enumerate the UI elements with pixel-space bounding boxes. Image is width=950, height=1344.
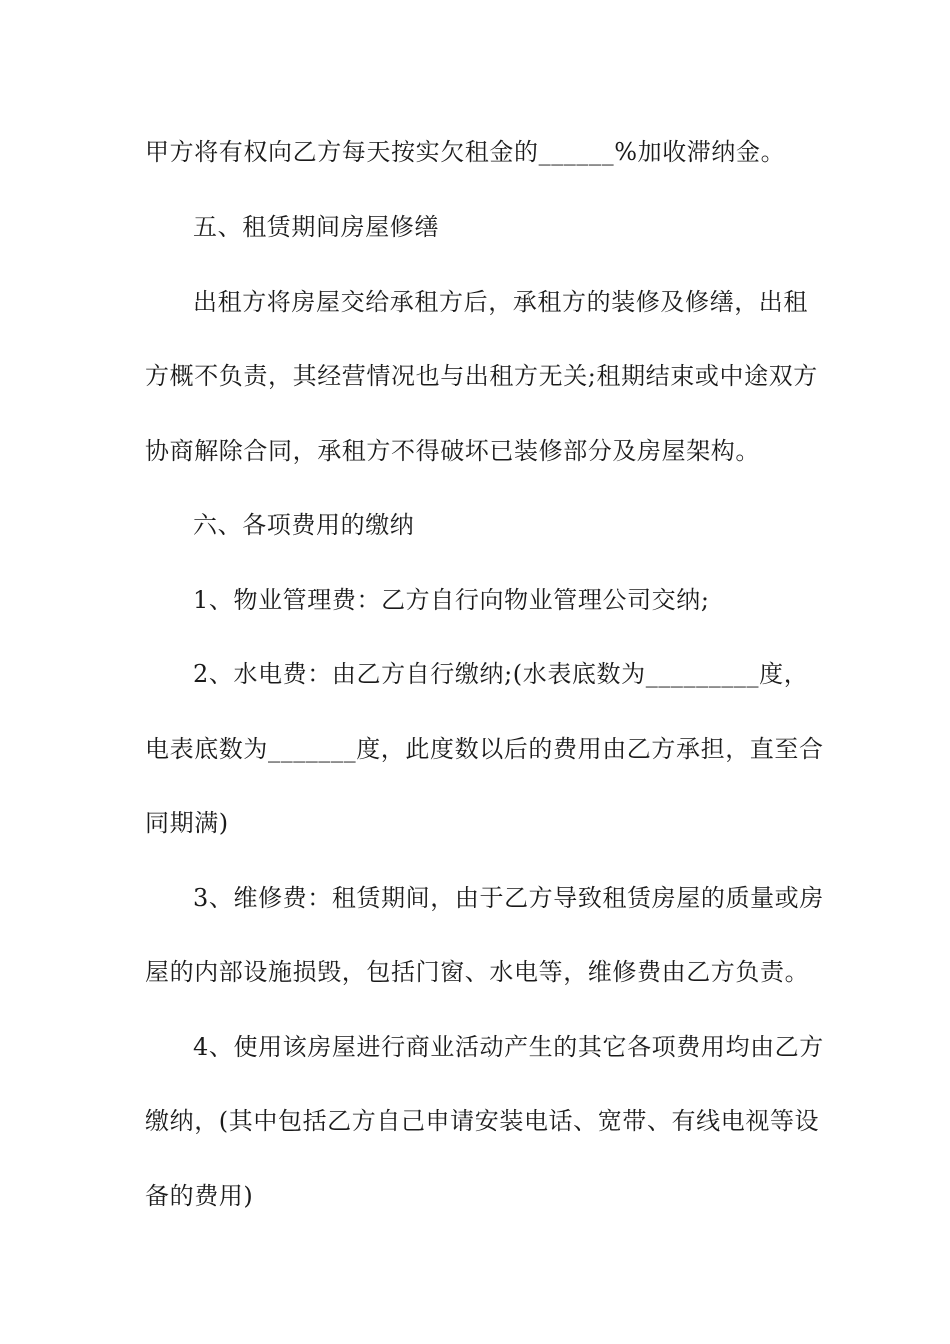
section-heading-6: 六、各项费用的缴纳 bbox=[193, 511, 415, 539]
text-line-5: 协商解除合同，承租方不得破坏已装修部分及房屋架构。 bbox=[145, 437, 760, 465]
text-line-8: 2、水电费：由乙方自行缴纳;(水表底数为_________度， bbox=[193, 660, 809, 688]
section-heading-5: 五、租赁期间房屋修缮 bbox=[193, 213, 439, 241]
text-line-12: 屋的内部设施损毁，包括门窗、水电等，维修费由乙方负责。 bbox=[145, 958, 810, 986]
text-line-10: 同期满) bbox=[145, 809, 229, 837]
text-line-11: 3、维修费：租赁期间，由于乙方导致租赁房屋的质量或房 bbox=[193, 884, 824, 912]
text-line-14: 缴纳，(其中包括乙方自己申请安装电话、宽带、有线电视等设 bbox=[145, 1107, 820, 1135]
text-line-4: 方概不负责，其经营情况也与出租方无关;租期结束或中途双方 bbox=[145, 362, 818, 390]
text-line-15: 备的费用) bbox=[145, 1182, 254, 1210]
text-line-1: 甲方将有权向乙方每天按实欠租金的______%加收滞纳金。 bbox=[145, 138, 786, 166]
text-line-9: 电表底数为_______度，此度数以后的费用由乙方承担，直至合 bbox=[145, 735, 824, 763]
text-line-7: 1、物业管理费：乙方自行向物业管理公司交纳; bbox=[193, 586, 710, 614]
text-line-3: 出租方将房屋交给承租方后，承租方的装修及修缮，出租 bbox=[193, 288, 808, 316]
text-line-13: 4、使用该房屋进行商业活动产生的其它各项费用均由乙方 bbox=[193, 1033, 824, 1061]
